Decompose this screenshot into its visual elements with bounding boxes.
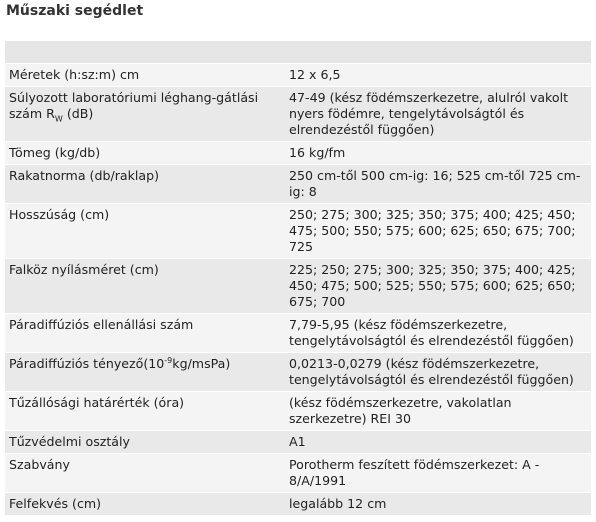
specs-table — [5, 41, 591, 516]
row-label-subscript: W — [54, 114, 63, 124]
table-row — [5, 259, 591, 314]
row-label-unit: kg/msPa) — [172, 356, 231, 371]
row-label: Falköz nyílásméret (cm) — [5, 259, 281, 314]
row-value: Porotherm feszített födémszerkezet: A - 8/A/1991 — [281, 454, 591, 493]
row-label: Méretek (h:sz:m) cm — [5, 64, 281, 87]
table-row — [5, 142, 591, 165]
row-label-unit: (dB) — [62, 106, 94, 121]
row-label: Hosszúság (cm) — [5, 204, 281, 259]
row-label-main: Páradiffúziós tényező(10 — [9, 356, 165, 371]
row-value: 12 x 6,5 — [281, 64, 591, 87]
row-label: Szabvány — [5, 454, 281, 493]
row-label-superscript: -9 — [164, 355, 173, 365]
table-row — [5, 454, 591, 493]
row-value: A1 — [281, 431, 591, 454]
row-value: 225; 250; 275; 300; 325; 350; 375; 400; 425; 450; 475; 500; 525; 550; 575; 600; 625; 650; 675; 700 — [281, 259, 591, 314]
row-label: Tömeg (kg/db) — [5, 142, 281, 165]
table-header-row — [5, 41, 591, 64]
table-row — [5, 493, 591, 516]
page-title: Műszaki segédlet — [6, 3, 144, 19]
row-label-main: Súlyozott laboratóriumi léghang-gátlási szám R — [9, 90, 259, 121]
row-label: Páradiffúziós ellenállási szám — [5, 314, 281, 353]
table-row — [5, 353, 591, 392]
row-value: legalább 12 cm — [281, 493, 591, 516]
row-value: 250; 275; 300; 325; 350; 375; 400; 425; 450; 475; 500; 550; 575; 600; 625; 650; 675; 700; 725 — [281, 204, 591, 259]
table-row — [5, 87, 591, 142]
table-row — [5, 431, 591, 454]
row-value: 0,0213-0,0279 (kész födémszerkezetre, tengelytávolságtól és elrendezéstől függően) — [281, 353, 591, 392]
table-row — [5, 165, 591, 204]
row-value: 250 cm-től 500 cm-ig: 16; 525 cm-től 725 cm-ig: 8 — [281, 165, 591, 204]
row-value: 47-49 (kész födémszerkezetre, alulról vakolt nyers födémre, tengelytávolságtól és elrendezéstől függően) — [281, 87, 591, 142]
row-label — [5, 87, 281, 142]
table-row — [5, 204, 591, 259]
row-label: Tűzvédelmi osztály — [5, 431, 281, 454]
row-value: 16 kg/fm — [281, 142, 591, 165]
table-row — [5, 392, 591, 431]
row-label: Felfekvés (cm) — [5, 493, 281, 516]
row-label: Tűzállósági határérték (óra) — [5, 392, 281, 431]
row-value: 7,79-5,95 (kész födémszerkezetre, tengelytávolságtól és elrendezéstől függően) — [281, 314, 591, 353]
table-row — [5, 64, 591, 87]
row-label — [5, 353, 281, 392]
row-value: (kész födémszerkezetre, vakolatlan szerkezetre) REI 30 — [281, 392, 591, 431]
table-header-cell — [5, 41, 591, 64]
table-row — [5, 314, 591, 353]
row-label: Rakatnorma (db/raklap) — [5, 165, 281, 204]
